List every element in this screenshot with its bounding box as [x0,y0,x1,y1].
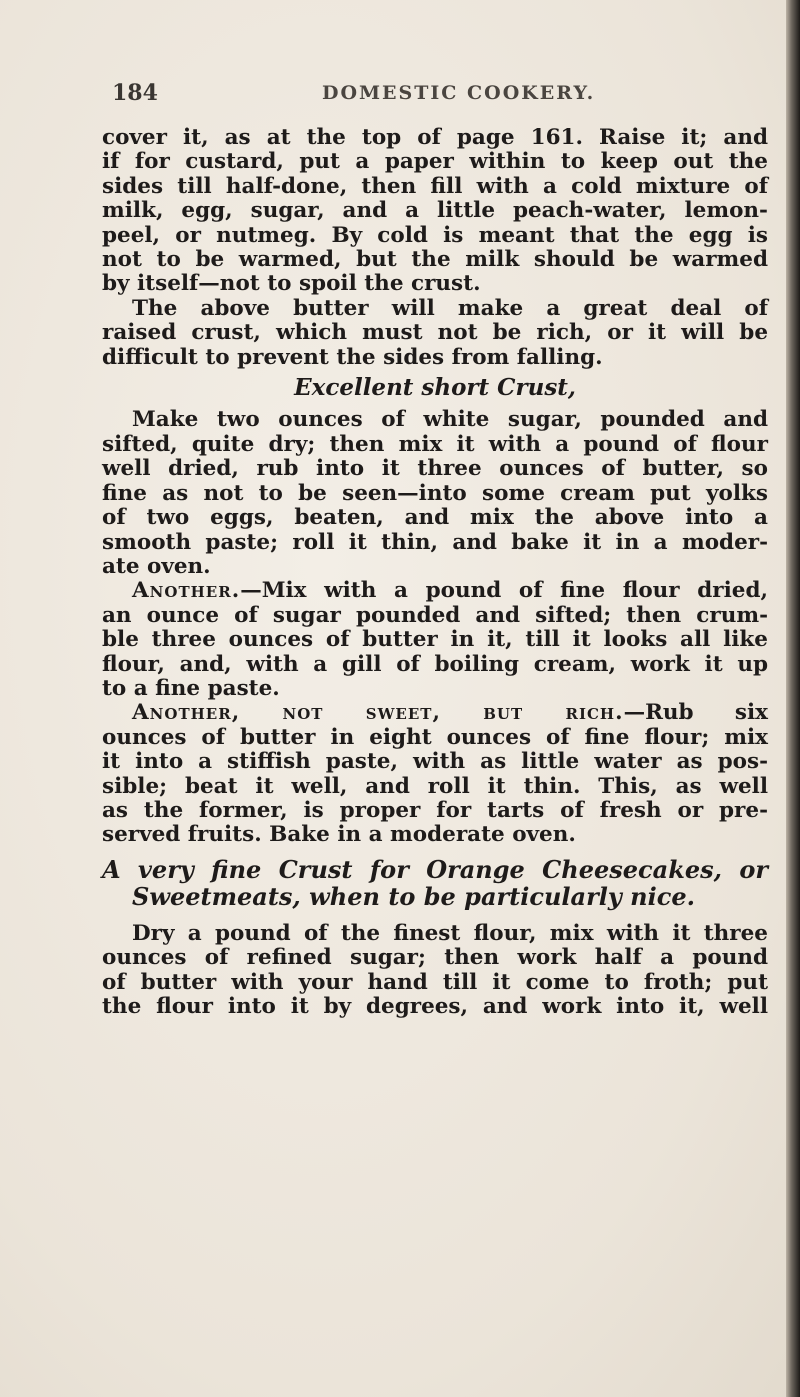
text-line: flour, and, with a gill of boiling cream, work it up [102,651,768,677]
text-line: if for custard, put a paper within to keep out the [102,149,768,175]
text-run: —Mix with a pound of fine flour dried, [240,578,768,604]
text-line: sifted, quite dry; then mix it with a pound of flour [102,431,768,457]
text-line: ounces of butter in eight ounces of fine flour; mix [102,724,768,750]
text-line: an ounce of sugar pounded and sifted; then crum- [102,602,768,628]
text-line: raised crust, which must not be rich, or it will be [102,320,768,346]
text-line: well dried, rub into it three ounces of butter, so [102,456,768,482]
heading-line: Sweetmeats, when to be particularly nice. [132,881,695,911]
text-line: ate oven. [102,553,211,579]
page-number: 184 [112,80,158,106]
paragraph-lead: Another, not sweet, but rich. [132,700,624,726]
text-line: of two eggs, beaten, and mix the above into a [102,505,768,531]
text-line: sible; beat it well, and roll it thin. This, as well [102,773,768,799]
page-text [102,126,768,1019]
text-line: cover it, as at the top of page 161. Raise it; and [102,125,768,150]
text-line: served fruits. Bake in a moderate oven. [102,822,576,848]
paragraph-lead: Another. [132,578,241,604]
text-line: difficult to prevent the sides from falling. [102,344,603,370]
text-line: fine as not to be seen—into some cream put yolks [102,480,768,506]
text-line: to a fine paste. [102,675,280,701]
text-line: the flour into it by degrees, and work into it, well [102,994,768,1019]
recipe-heading-short-crust: Excellent short Crust, [294,374,576,402]
running-title: DOMESTIC COOKERY. [322,82,596,104]
heading-line: A very fine Crust for Orange Cheesecakes, or [102,854,768,884]
text-line: ble three ounces of butter in it, till it looks all like [102,627,768,653]
paragraph-raised-crust-continued [102,126,768,297]
paragraph-another-2 [102,701,768,847]
page-header [112,80,772,110]
recipe-heading-orange-cheesecakes [102,856,768,910]
page-edge-shadow [786,0,800,1397]
text-line: peel, or nutmeg. By cold is meant that the egg is [102,222,768,248]
text-line [102,579,768,603]
text-line: Dry a pound of the finest flour, mix with it three [132,920,768,946]
text-line: smooth paste; roll it thin, and bake it in a moder- [102,529,768,555]
text-line: it into a stiffish paste, with as little water as pos- [102,749,768,775]
paragraph-fine-crust [102,922,768,1020]
text-run: —Rub six [623,700,768,726]
text-line: The above butter will make a great deal of [132,295,768,321]
paragraph-short-crust [102,408,768,579]
text-line: sides till half-done, then fill with a cold mixture of [102,173,768,199]
text-line: milk, egg, sugar, and a little peach-water, lemon- [102,198,768,224]
text-line: not to be warmed, but the milk should be warmed [102,247,768,273]
paragraph-butter-note [102,297,768,370]
text-line: as the former, is proper for tarts of fresh or pre- [102,797,768,823]
text-line [102,701,768,725]
text-line: ounces of refined sugar; then work half a pound [102,945,768,971]
text-line: of butter with your hand till it come to froth; put [102,969,768,995]
text-line: Make two ounces of white sugar, pounded and [132,407,768,433]
text-line: by itself—not to spoil the crust. [102,271,481,297]
paragraph-another-1 [102,579,768,701]
